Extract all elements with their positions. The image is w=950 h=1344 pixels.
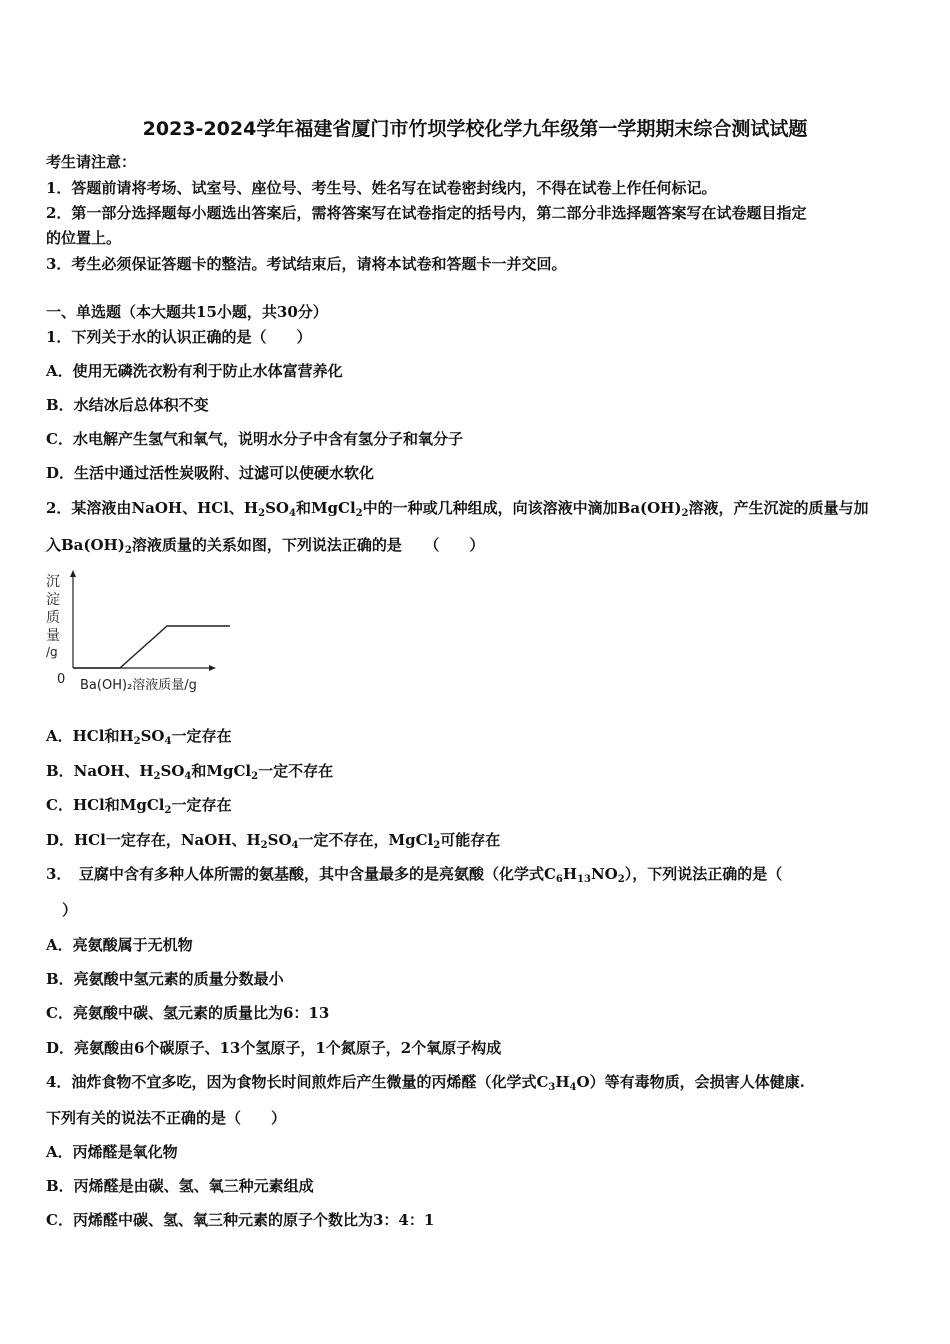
question-1-option-d: D．生活中通过活性炭吸附、过滤可以使硬水软化: [46, 464, 375, 482]
y-label-char: 量: [46, 628, 60, 644]
question-4-option-b: B．丙烯醛是由碳、氢、氧三种元素组成: [46, 1177, 314, 1195]
notice-heading: 考生请注意：: [46, 153, 137, 171]
question-2-stem: 2．某溶液由NaOH、HCl、$H_2SO_4$和MgCl$_2$中的一种或几种组成，向该溶液中滴加$Ba(OH)_2$溶液，产生沉淀的质量与加: [46, 499, 869, 519]
question-3-option-a: A．亮氨酸属于无机物: [46, 936, 193, 954]
question-1-option-c: C．水电解产生氢气和氧气，说明水分子中含有氢分子和氧分子: [46, 430, 463, 448]
y-label-char: 沉: [46, 574, 60, 590]
notice-item: 2．第一部分选择题每小题选出答案后，需将答案写在试卷指定的括号内，第二部分非选择题答案写在试卷题目指定: [46, 204, 807, 222]
notice-item: 3．考生必须保证答题卡的整洁。考试结束后，请将本试卷和答题卡一并交回。: [46, 255, 567, 273]
question-3-option-d: D．亮氨酸由6个碳原子、13个氢原子，1个氮原子，2个氧原子构成: [46, 1039, 502, 1057]
question-2-option-a: A．HCl和$H_2SO_4$一定存在: [46, 727, 232, 747]
question-2-stem-line2: 入$Ba(OH)_2$溶液质量的关系如图，下列说法正确的是 （ ）: [46, 536, 485, 556]
question-1-option-a: A．使用无磷洗衣粉有利于防止水体富营养化: [46, 362, 343, 380]
y-label-char: /g: [46, 645, 58, 659]
question-4-option-c: C．丙烯醛中碳、氢、氧三种元素的原子个数比为3：4：1: [46, 1211, 435, 1229]
notice-item: 的位置上。: [46, 229, 122, 247]
question-3-option-c: C．亮氨酸中碳、氢元素的质量比为6：13: [46, 1004, 330, 1022]
section-heading: 一、单选题（本大题共15小题，共30分）: [46, 303, 328, 321]
question-3-stem-line2: ）: [62, 901, 78, 919]
notice-item: 1．答题前请将考场、试室号、座位号、考生号、姓名写在试卷密封线内，不得在试卷上作任何标记。: [46, 179, 717, 197]
origin-label: 0: [57, 672, 66, 687]
page-title: 2023-2024学年福建省厦门市竹坝学校化学九年级第一学期期末综合测试试题: [142, 118, 808, 140]
y-axis-arrow: [70, 570, 76, 577]
x-axis-arrow: [209, 665, 216, 671]
question-2-option-b: B．NaOH、$H_2SO_4$和MgCl$_2$一定不存在: [46, 762, 334, 782]
precipitate-line: [73, 626, 230, 668]
question-1-stem: 1．下列关于水的认识正确的是（ ）: [46, 328, 312, 346]
question-3-stem: 3． 豆腐中含有多种人体所需的氨基酸，其中含量最多的是亮氨酸（化学式$C_6H_{13}NO_2$），下列说法正确的是（: [46, 865, 783, 885]
question-3-option-b: B．亮氨酸中氢元素的质量分数最小: [46, 970, 284, 988]
question-4-stem: 4．油炸食物不宜多吃，因为食物长时间煎炸后产生微量的丙烯醛（化学式$C_3H_4O$）等有毒物质，会损害人体健康.: [46, 1073, 805, 1093]
x-axis-label: Ba(OH)₂溶液质量/g: [80, 678, 197, 693]
y-label-char: 淀: [46, 592, 60, 608]
question-4-option-a: A．丙烯醛是氧化物: [46, 1143, 178, 1161]
question-4-stem-line2: 下列有关的说法不正确的是（ ）: [46, 1109, 287, 1127]
question-2-option-d: D．HCl一定存在，NaOH、$H_2SO_4$一定不存在，MgCl$_2$可能存在: [46, 831, 501, 851]
chart-y-label: [46, 574, 60, 659]
precipitate-mass-chart: [40, 570, 230, 698]
question-2-option-c: C．HCl和MgCl$_2$一定存在: [46, 796, 232, 816]
question-1-option-b: B．水结冰后总体积不变: [46, 396, 209, 414]
y-label-char: 质: [46, 610, 60, 626]
